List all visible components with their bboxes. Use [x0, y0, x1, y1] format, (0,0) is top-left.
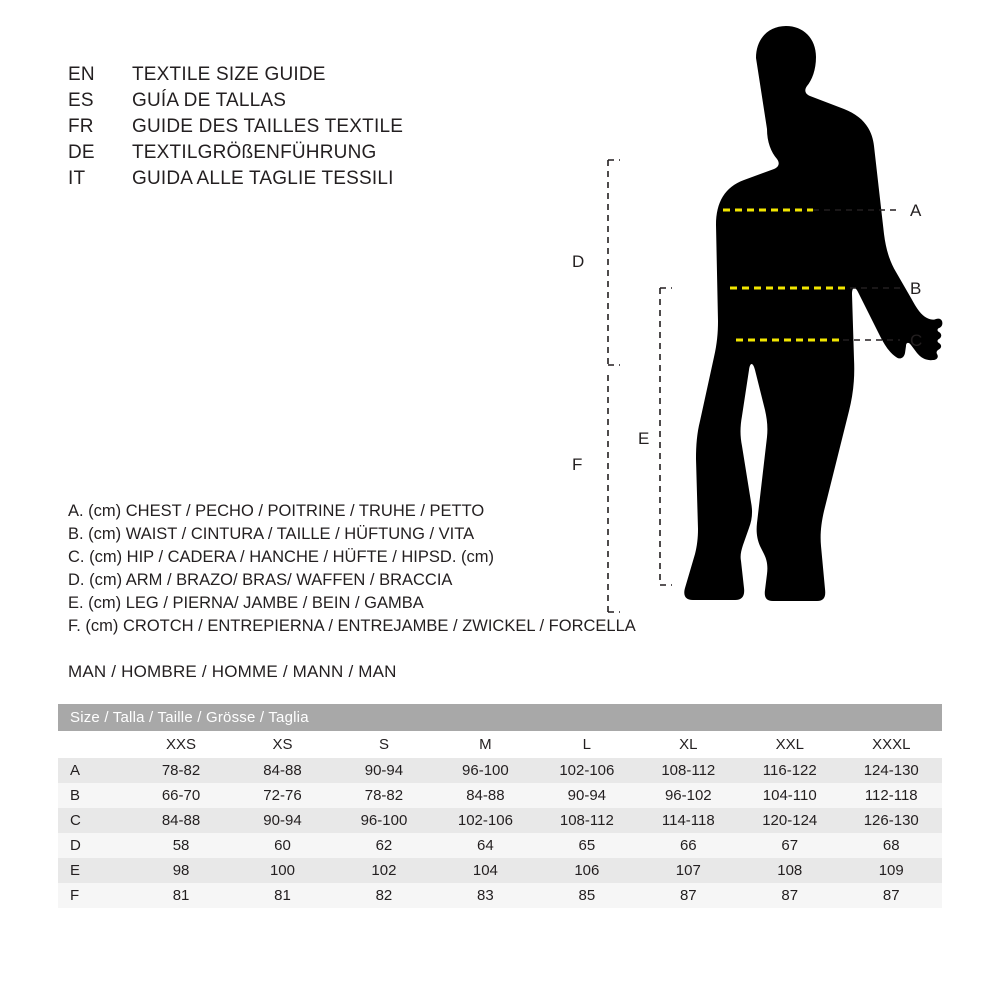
row-label-c: C — [58, 808, 130, 833]
cell: 82 — [333, 883, 434, 908]
cell: 83 — [435, 883, 536, 908]
cell: 102-106 — [435, 808, 536, 833]
legend-item-f: F. (cm) CROTCH / ENTREPIERNA / ENTREJAMBE / ZWICKEL / FORCELLA — [68, 617, 636, 635]
column-header-xl: XL — [638, 731, 739, 758]
cell: 85 — [536, 883, 637, 908]
callout-label-a: A — [910, 201, 922, 220]
language-title: GUIDE DES TAILLES TEXTILE — [132, 116, 404, 137]
language-title: GUÍA DE TALLAS — [132, 90, 287, 111]
cell: 87 — [638, 883, 739, 908]
legend-item-a: A. (cm) CHEST / PECHO / POITRINE / TRUHE / PETTO — [68, 502, 485, 520]
cell: 107 — [638, 858, 739, 883]
table-row — [58, 783, 942, 808]
cell: 114-118 — [638, 808, 739, 833]
cell: 81 — [232, 883, 333, 908]
language-row — [68, 88, 498, 114]
cell: 104 — [435, 858, 536, 883]
bracket-e — [660, 288, 672, 585]
column-header-xxxl: XXXL — [840, 731, 942, 758]
row-label-e: E — [58, 858, 130, 883]
table-header-row — [58, 704, 942, 731]
row-label-b: B — [58, 783, 130, 808]
cell: 84-88 — [130, 808, 231, 833]
table-row — [58, 833, 942, 858]
language-row — [68, 166, 498, 192]
cell: 96-100 — [333, 808, 434, 833]
column-header-xxs: XXS — [130, 731, 231, 758]
cell: 106 — [536, 858, 637, 883]
column-header-xs: XS — [232, 731, 333, 758]
cell: 78-82 — [130, 758, 231, 783]
body-diagram — [560, 20, 980, 670]
cell: 65 — [536, 833, 637, 858]
legend-item-c: C. (cm) HIP / CADERA / HANCHE / HÜFTE / HIPSD. (cm) — [68, 548, 494, 566]
row-label-a: A — [58, 758, 130, 783]
language-code: ES — [68, 90, 94, 111]
table-row — [58, 758, 942, 783]
cell: 96-102 — [638, 783, 739, 808]
cell: 100 — [232, 858, 333, 883]
callout-label-d: D — [572, 252, 585, 271]
table-column-row — [58, 731, 942, 758]
language-row — [68, 114, 498, 140]
cell: 90-94 — [333, 758, 434, 783]
callout-label-c: C — [910, 331, 923, 350]
cell: 68 — [840, 833, 942, 858]
cell: 84-88 — [232, 758, 333, 783]
cell: 62 — [333, 833, 434, 858]
cell: 112-118 — [840, 783, 942, 808]
language-code: EN — [68, 64, 95, 85]
bracket-f — [608, 375, 620, 612]
cell: 81 — [130, 883, 231, 908]
column-header-xxl: XXL — [739, 731, 840, 758]
cell: 102 — [333, 858, 434, 883]
language-title: TEXTILE SIZE GUIDE — [132, 64, 326, 85]
callout-label-b: B — [910, 279, 922, 298]
cell: 64 — [435, 833, 536, 858]
cell: 58 — [130, 833, 231, 858]
column-header-blank — [58, 731, 130, 758]
language-code: FR — [68, 116, 94, 137]
cell: 87 — [739, 883, 840, 908]
column-header-l: L — [536, 731, 637, 758]
cell: 67 — [739, 833, 840, 858]
column-header-s: S — [333, 731, 434, 758]
language-row — [68, 62, 498, 88]
cell: 109 — [840, 858, 942, 883]
cell: 90-94 — [536, 783, 637, 808]
cell: 98 — [130, 858, 231, 883]
table-header-title: Size / Talla / Taille / Grösse / Taglia — [58, 704, 942, 731]
cell: 124-130 — [840, 758, 942, 783]
cell: 102-106 — [536, 758, 637, 783]
cell: 108-112 — [536, 808, 637, 833]
row-label-f: F — [58, 883, 130, 908]
bracket-d — [608, 160, 620, 365]
cell: 116-122 — [739, 758, 840, 783]
cell: 72-76 — [232, 783, 333, 808]
callout-label-e: E — [638, 429, 650, 448]
gender-label: MAN / HOMBRE / HOMME / MANN / MAN — [68, 662, 397, 681]
cell: 78-82 — [333, 783, 434, 808]
language-title-block — [68, 62, 498, 192]
callout-label-f: F — [572, 455, 583, 474]
cell: 60 — [232, 833, 333, 858]
table-row — [58, 808, 942, 833]
cell: 96-100 — [435, 758, 536, 783]
column-header-m: M — [435, 731, 536, 758]
cell: 66-70 — [130, 783, 231, 808]
legend-item-b: B. (cm) WAIST / CINTURA / TAILLE / HÜFTUNG / VITA — [68, 525, 475, 543]
cell: 108 — [739, 858, 840, 883]
language-code: DE — [68, 142, 95, 163]
language-title: GUIDA ALLE TAGLIE TESSILI — [132, 168, 394, 189]
row-label-d: D — [58, 833, 130, 858]
male-silhouette — [684, 26, 942, 601]
table-row — [58, 883, 942, 908]
language-title: TEXTILGRÖßENFÜHRUNG — [132, 142, 377, 163]
cell: 87 — [840, 883, 942, 908]
table-row — [58, 858, 942, 883]
language-code: IT — [68, 168, 86, 189]
cell: 66 — [638, 833, 739, 858]
language-row — [68, 140, 498, 166]
cell: 90-94 — [232, 808, 333, 833]
size-table — [58, 704, 942, 908]
cell: 104-110 — [739, 783, 840, 808]
cell: 120-124 — [739, 808, 840, 833]
cell: 84-88 — [435, 783, 536, 808]
cell: 126-130 — [840, 808, 942, 833]
legend-item-d: D. (cm) ARM / BRAZO/ BRAS/ WAFFEN / BRACCIA — [68, 571, 453, 589]
legend-item-e: E. (cm) LEG / PIERNA/ JAMBE / BEIN / GAMBA — [68, 594, 424, 612]
cell: 108-112 — [638, 758, 739, 783]
